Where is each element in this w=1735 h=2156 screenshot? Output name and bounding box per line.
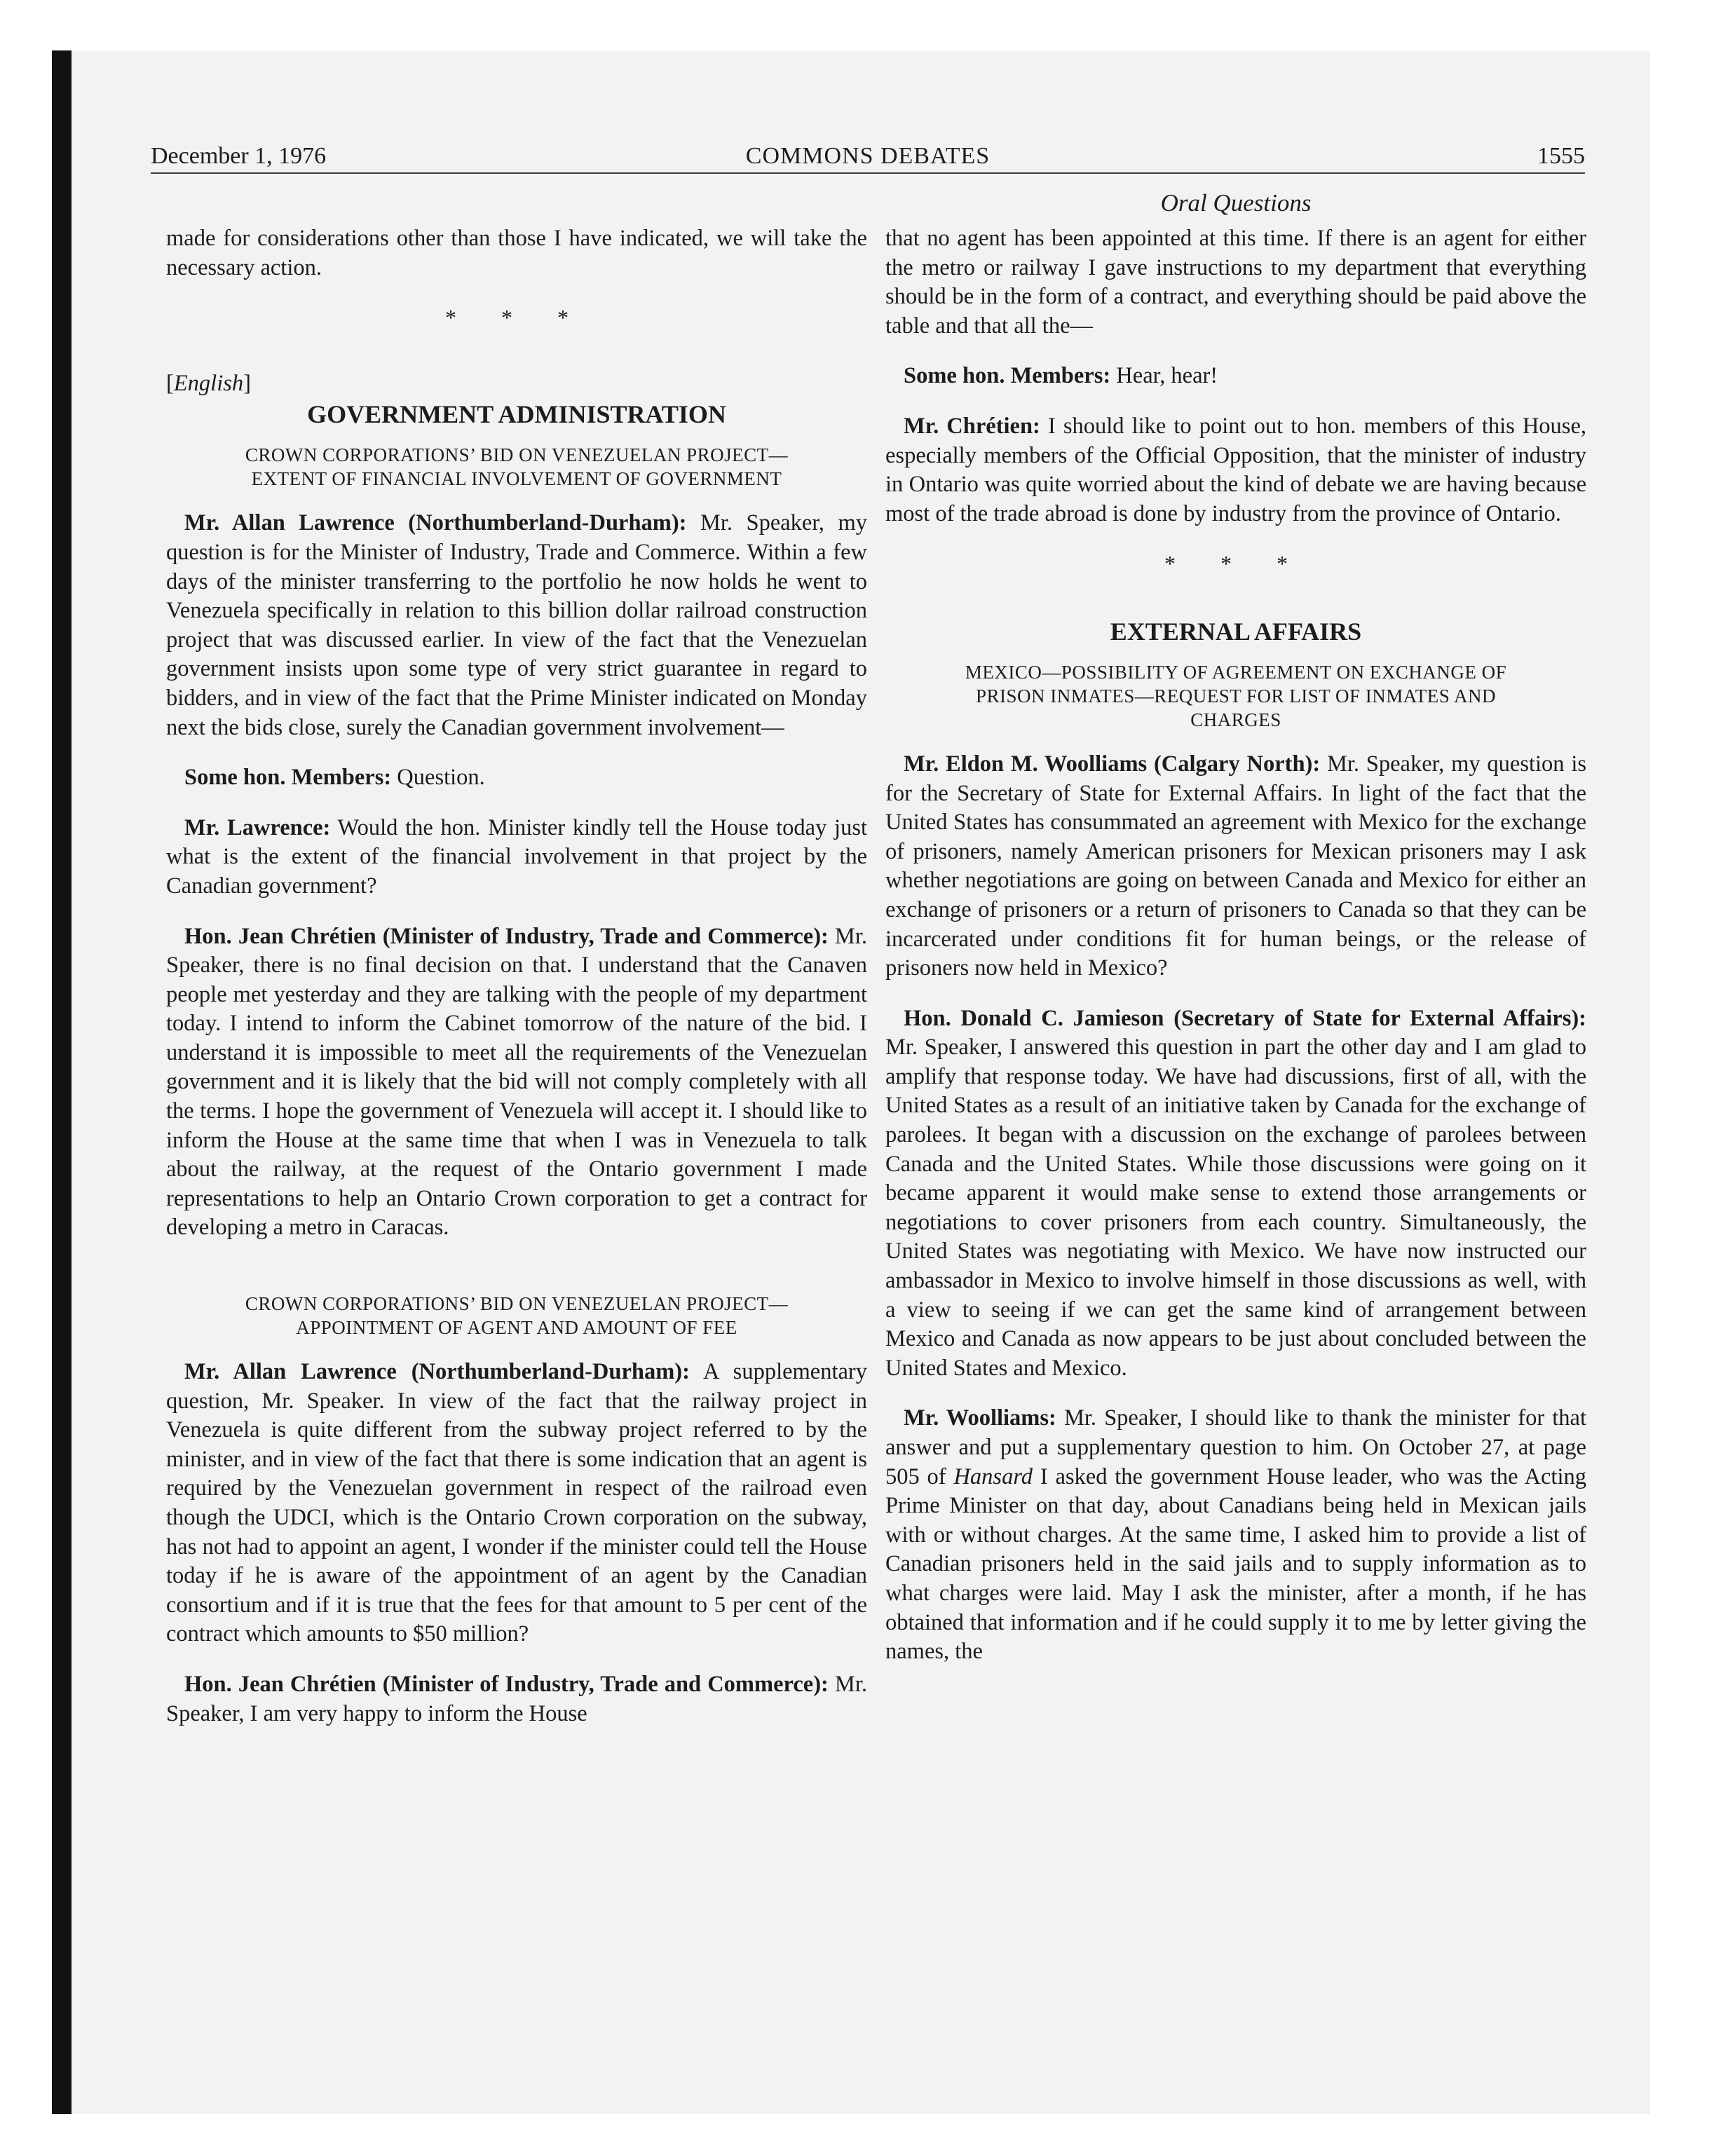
header-title: COMMONS DEBATES (745, 143, 991, 169)
page-header (151, 135, 1585, 174)
speaker-name: Some hon. Members: (184, 765, 392, 791)
left-column (166, 224, 867, 1749)
paragraph: Hon. Jean Chrétien (Minister of Industry, Trade and Commerce): Mr. Speaker, I am very happy to inform the House (166, 1671, 867, 1726)
section-title: GOVERNMENT ADMINISTRATION (307, 400, 726, 429)
speaker-name: Mr. Eldon M. Woolliams (Calgary North): (904, 751, 1321, 777)
speaker-name: Mr. Allan Lawrence (Northumberland-Durham): (184, 1359, 690, 1385)
paragraph: Hon. Donald C. Jamieson (Secretary of State for External Affairs): Mr. Speaker, I answered this question in part the other day and I am glad to amplify that response today. We have had discussions, first of all, with the United States as a result of an initiative taken by Canada for the exchange of parolees. It began with a discussion on the exchange of parolees between Canada and the United States. While those discussions were going on it became apparent it would make sense to extend those arrangements or negotiations to cover prisoners from each country. Simultaneously, the United States was negotiating with Mexico. We have now instructed our ambassador in Mexico to involve himself in those discussions as well, with a view to seeing if we can get the same kind of arrangement between Mexico and Canada as now appears to be just about concluded between the United States and Mexico. (885, 1005, 1586, 1381)
speaker-name: Mr. Woolliams: (904, 1405, 1056, 1431)
speaker-name: Mr. Allan Lawrence (Northumberland-Durham): (184, 510, 687, 536)
section-title: EXTERNAL AFFAIRS (1110, 617, 1362, 646)
italic-title: Hansard (953, 1464, 1033, 1489)
paragraph: that no agent has been appointed at this time. If there is an agent for either the metro or railway I gave instructions to my department that everything should be in the form of a contract, and everything should be paid above the table and that all the— (885, 226, 1586, 339)
language-tag: [English] (166, 370, 251, 396)
speaker-name: Mr. Lawrence: (184, 814, 331, 840)
paragraph: made for considerations other than those I have indicated, we will take the necessary action. (166, 226, 867, 280)
speaker-name: Some hon. Members: (904, 363, 1111, 389)
section-separator: * * * (445, 305, 588, 331)
running-head: Oral Questions (1160, 189, 1312, 217)
header-page-number: 1555 (1537, 143, 1585, 169)
paragraph: Some hon. Members: Hear, hear! (904, 363, 1218, 389)
speaker-name: Hon. Jean Chrétien (Minister of Industry, Trade and Commerce): (184, 1671, 829, 1697)
paragraph: Mr. Allan Lawrence (Northumberland-Durham): Mr. Speaker, my question is for the Minister of Industry, Trade and Commerce. Within a few days of the minister transferring to the portfolio he now holds he went to Venezuela specifically in relation to this billion dollar railroad construction project that was discussed earlier. In view of the fact that the Venezuelan government insists upon some type of very strict guarantee in regard to bidders, and in view of the fact that the Prime Minister indicated on Monday next the bids close, surely the Canadian government involvement— (166, 510, 867, 740)
subsection-title: MEXICO—POSSIBILITY OF AGREEMENT ON EXCHANGE OF PRISON INMATES—REQUEST FOR LIST OF INMATES AND CHARGES (965, 661, 1507, 730)
right-column (885, 224, 1586, 1688)
subsection-title: CROWN CORPORATIONS’ BID ON VENEZUELAN PROJECT— APPOINTMENT OF AGENT AND AMOUNT OF FEE (245, 1293, 789, 1339)
paragraph: Mr. Eldon M. Woolliams (Calgary North): Mr. Speaker, my question is for the Secretary of State for External Affairs. In light of the fact that the United States has consummated an agreement with Mexico for the exchange of prisoners, namely American prisoners for Mexican prisoners may I ask whether negotiations are going on between Canada and Mexico for either an exchange of prisoners or a return of prisoners to Canada so that they can be incarcerated under conditions fit for human beings, or the release of prisoners now held in Mexico? (885, 751, 1586, 981)
scan-edge-bar (52, 50, 72, 2114)
speaker-name: Hon. Donald C. Jamieson (Secretary of State for External Affairs): (904, 1005, 1586, 1031)
paragraph: Mr. Woolliams: Mr. Speaker, I should like to thank the minister for that answer and put a supplementary question to him. On October 27, at page 505 of Hansard I asked the government House leader, who was the Acting Prime Minister on that day, about Canadians being held in Mexican jails with or without charges. At the same time, I asked him to provide a list of Canadian prisoners held in the said jails and to supply information as to what charges were laid. May I ask the minister, after a month, if he has obtained that information and if he could supply it to me by letter giving the names, the (885, 1405, 1586, 1665)
subsection-title: CROWN CORPORATIONS’ BID ON VENEZUELAN PROJECT— EXTENT OF FINANCIAL INVOLVEMENT OF GOVERNMENT (245, 444, 789, 490)
paragraph: Mr. Chrétien: I should like to point out to hon. members of this House, especially members of the Official Opposition, that the minister of industry in Ontario was quite worried about the kind of debate we are having because most of the trade abroad is done by industry from the province of Ontario. (885, 413, 1587, 526)
paragraph: Mr. Allan Lawrence (Northumberland-Durham): A supplementary question, Mr. Speaker. In view of the fact that the railway project in Venezuela is quite different from the subway project referred to by the minister, and in view of the fact that there is some indication that an agent is required by the Venezuelan government in respect of the railroad even though the UDCI, which is the Ontario Crown corporation on the subway, has not had to appoint an agent, I wonder if the minister could tell the House today if he is aware of the appointment of an agent by the Canadian consortium and if it is true that the fees for that amount to 5 per cent of the contract which amounts to $50 million? (166, 1359, 867, 1647)
paragraph: Some hon. Members: Question. (184, 765, 485, 791)
paragraph: Mr. Lawrence: Would the hon. Minister kindly tell the House today just what is the extent of the financial involvement in that project by the Canadian government? (166, 814, 867, 899)
section-separator: * * * (1164, 551, 1307, 577)
speaker-name: Mr. Chrétien: (904, 413, 1040, 439)
paragraph: Hon. Jean Chrétien (Minister of Industry, Trade and Commerce): Mr. Speaker, there is no final decision on that. I understand that the Canaven people met yesterday and they are talking with the people of my department today. I intend to inform the Cabinet tomorrow of the nature of the bid. I understand it is impossible to meet all the requirements of the Venezuelan government and it is likely that the bid will not comply completely with all the terms. I hope the government of Venezuela will accept it. I should like to inform the House at the same time that when I was in Venezuela to talk about the railway, at the request of the Ontario government I made representations to help an Ontario Crown corporation to get a contract for developing a metro in Caracas. (166, 923, 867, 1241)
header-date: December 1, 1976 (151, 143, 327, 169)
speaker-name: Hon. Jean Chrétien (Minister of Industry, Trade and Commerce): (184, 923, 829, 949)
